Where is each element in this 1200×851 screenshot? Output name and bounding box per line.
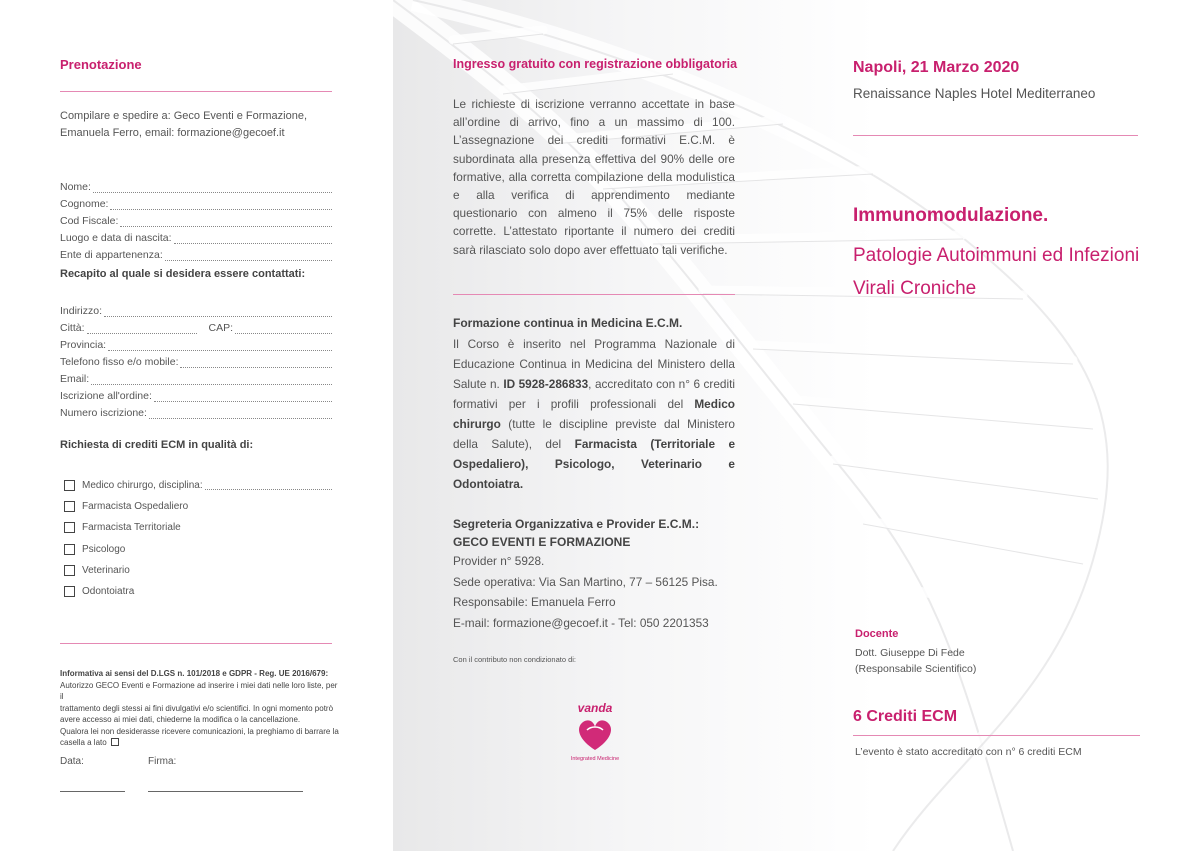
option-odontoiatra[interactable]: Odontoiatra [64,586,332,597]
svg-text:Integrated Medicine: Integrated Medicine [570,756,620,762]
register-number-field[interactable]: Numero iscrizione: [60,402,332,419]
checkbox[interactable] [64,544,75,555]
checkbox[interactable] [64,522,75,533]
checkbox[interactable] [64,501,75,512]
name-field[interactable]: Nome: [60,176,332,193]
secretariat-details: Provider n° 5928. Sede operativa: Via San Martino, 77 – 56125 Pisa. Responsabile: Emanuela Ferro E-mail: formazione@gecoef.it - Tel: 050 2201353 [453,554,718,630]
email-field[interactable]: Email: [60,368,332,385]
ecm-description: Il Corso è inserito nel Programma Nazionale di Educazione Continua in Medicina del Ministero della Salute n. ID 5928-286833, accreditato con n° 6 crediti formativi per i profili professionali del Medico chirurgo (tutte le discipline previste dal Ministero della Salute), del Farmacista (Territoriale e Ospedaliero), Psicologo, Veterinario e Odontoiatra. [453,337,736,491]
checkbox[interactable] [64,480,75,491]
event-venue: Renaissance Naples Hotel Mediterraneo [853,86,1096,101]
speaker-heading: Docente [855,628,899,640]
ecm-heading: Formazione continua in Medicina E.C.M. [453,316,683,330]
date-label: Data: [60,756,84,767]
checkbox[interactable] [64,586,75,597]
speaker-info: Dott. Giuseppe Di Fede (Responsabile Scientifico) [855,647,977,675]
phone-field[interactable]: Telefono fisso e/o mobile: [60,351,332,368]
option-veterinario[interactable]: Veterinario [64,565,332,576]
secretariat-heading: Segreteria Organizzativa e Provider E.C.M.: GECO EVENTI E FORMAZIONE [453,517,700,549]
province-field[interactable]: Provincia: [60,334,332,351]
option-medico[interactable]: Medico chirurgo, disciplina: [64,480,332,491]
option-psicologo[interactable]: Psicologo [64,544,332,555]
intro-line: Emanuela Ferro, email: formazione@gecoef.it [60,127,285,139]
tax-code-field[interactable]: Cod Fiscale: [60,210,332,227]
date-line[interactable] [60,791,125,792]
booking-panel [0,0,393,851]
booking-title: Prenotazione [60,57,142,72]
sponsor-logo [565,700,625,765]
privacy-notice: Informativa ai sensi del D.LGS n. 101/2018 e GDPR - Reg. UE 2016/679: Autorizzo GECO Eventi e Formazione ad inserire i miei dati nelle loro liste, per il trattamento degli stessi ai fini divulgativi e/o scientifici. In ogni momento potrò avere accesso ai miei dati, chiederne la modifica o la cancellazione. Qualora lei non desiderasse ricevere comunicazioni, la preghiamo di barrare la casella a lato [60,669,339,747]
sponsor-note: Con il contributo non condizionato di: [453,655,576,664]
checkbox[interactable] [64,565,75,576]
vanda-logo-icon [565,700,625,765]
address-field[interactable]: Indirizzo: [60,300,332,317]
surname-field[interactable]: Cognome: [60,193,332,210]
credits-title: 6 Crediti ECM [853,708,958,725]
divider [60,643,332,644]
accreditation-note: L’evento è stato accreditato con n° 6 crediti ECM [855,746,1082,758]
free-entry-title: Ingresso gratuito con registrazione obbligatoria [453,57,738,71]
organization-field[interactable]: Ente di appartenenza: [60,244,332,261]
intro-line: Compilare e spedire a: Geco Eventi e Formazione, [60,110,308,122]
divider [60,91,332,92]
divider [453,294,735,295]
register-field[interactable]: Iscrizione all'ordine: [60,385,332,402]
option-farmacista-territoriale[interactable]: Farmacista Territoriale [64,522,332,533]
city-field[interactable]: Città: CAP: [60,317,332,334]
booking-intro [60,108,340,142]
cap-label: CAP: [208,322,234,334]
registration-info: Le richieste di iscrizione verranno accettate in base all’ordine di arrivo, fino a un massimo di 100. L’assegnazione dei crediti formativi E.C.M. è subordinata alla presenza effettiva del 90% delle ore formative, alla corretta compilazione della modulistica e alla verifica di apprendimento mediante questionario con almeno il 75% delle risposte corrette. L’attestato riportante il numero dei crediti sarà rilasciato solo dopo aver effettuato tali verifiche. [453,97,735,257]
divider [853,735,1140,736]
birth-place-date-field[interactable]: Luogo e data di nascita: [60,227,332,244]
ecm-request-heading: Richiesta di crediti ECM in qualità di: [60,439,254,451]
privacy-optout-checkbox[interactable] [111,738,119,746]
signature-label: Firma: [148,756,177,767]
svg-text:vanda: vanda [577,701,613,715]
divider [853,135,1138,136]
option-farmacista-ospedaliero[interactable]: Farmacista Ospedaliero [64,501,332,512]
signature-line[interactable] [148,791,303,792]
event-date: Napoli, 21 Marzo 2020 [853,59,1020,76]
event-title: Immunomodulazione. [853,205,1049,226]
contact-heading: Recapito al quale si desidera essere contattati: [60,268,306,280]
event-subtitle: Patologie Autoimmuni ed Infezioni Virali Croniche [853,245,1140,299]
